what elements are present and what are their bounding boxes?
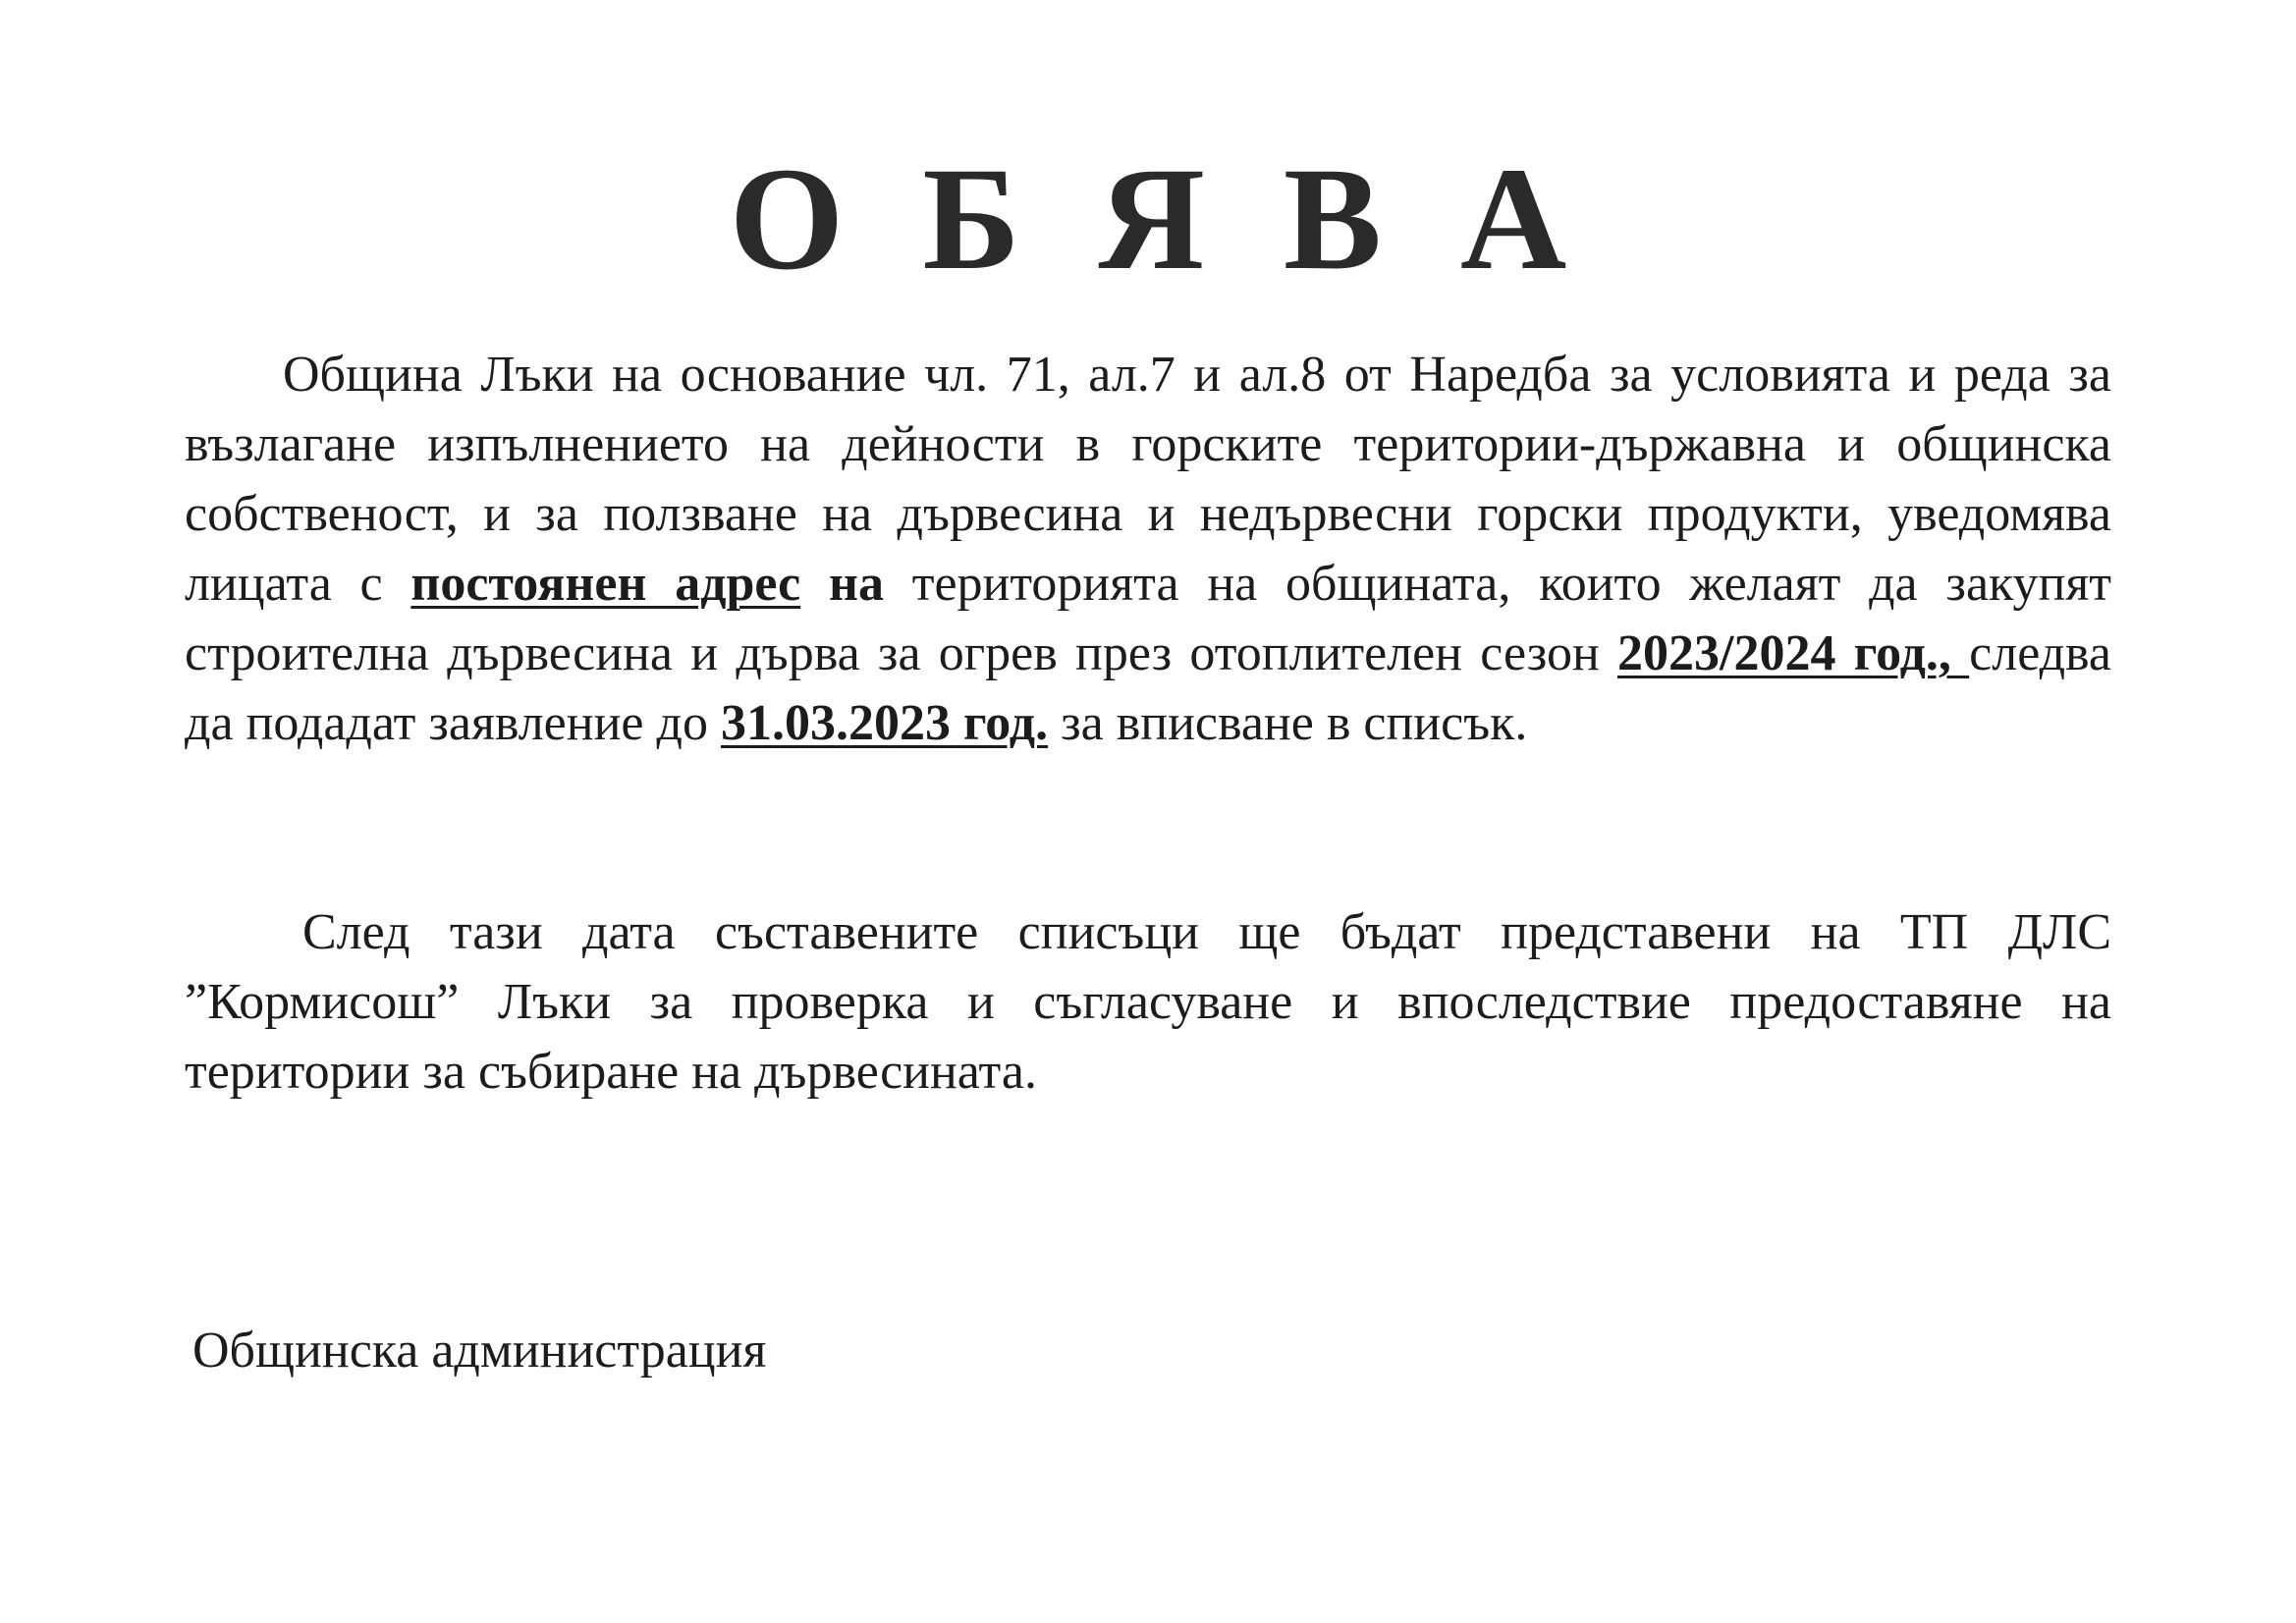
paragraph-text: за вписване в списък. [1048, 695, 1528, 751]
title-letter: В [1283, 137, 1382, 300]
signature-line: Общинска администрация [192, 1323, 767, 1379]
followup-paragraph [185, 897, 2111, 1107]
emphasis-na: на [800, 556, 884, 612]
emphasis-deadline: 31.03.2023 год. [720, 695, 1049, 751]
announcement-paragraph [185, 340, 2111, 758]
emphasis-permanent-address: постоянен адрес [410, 556, 801, 612]
title-letter: О [729, 137, 845, 300]
document-title [0, 137, 2296, 300]
title-letter: А [1459, 137, 1567, 300]
title-letter: Я [1098, 137, 1205, 300]
paragraph-text: следва да подадат заявление до [185, 625, 2111, 751]
paragraph-text: След тази дата съставените списъци ще бъдат представени на ТП ДЛС ”Кормисош” Лъки за проверка и съгласуване и впоследствие предоставяне на територии за събиране на дървесината. [185, 904, 2111, 1100]
title-letter: Б [922, 137, 1020, 300]
emphasis-heating-season: 2023/2024 год., [1617, 625, 1970, 681]
paragraph-text: Община Лъки на основание чл. 71, ал.7 и ал.8 от Наредба за условията и реда за възлагане изпълнението на дейности в горските територии-държавна и общинска собственост, и за ползване на дървесина и недървесни горски продукти, уведомява лицата с [185, 347, 2111, 612]
paragraph-text: територията на общината, които желаят да закупят строителна дървесина и дърва за огрев през отоплителен сезон [185, 556, 2112, 681]
